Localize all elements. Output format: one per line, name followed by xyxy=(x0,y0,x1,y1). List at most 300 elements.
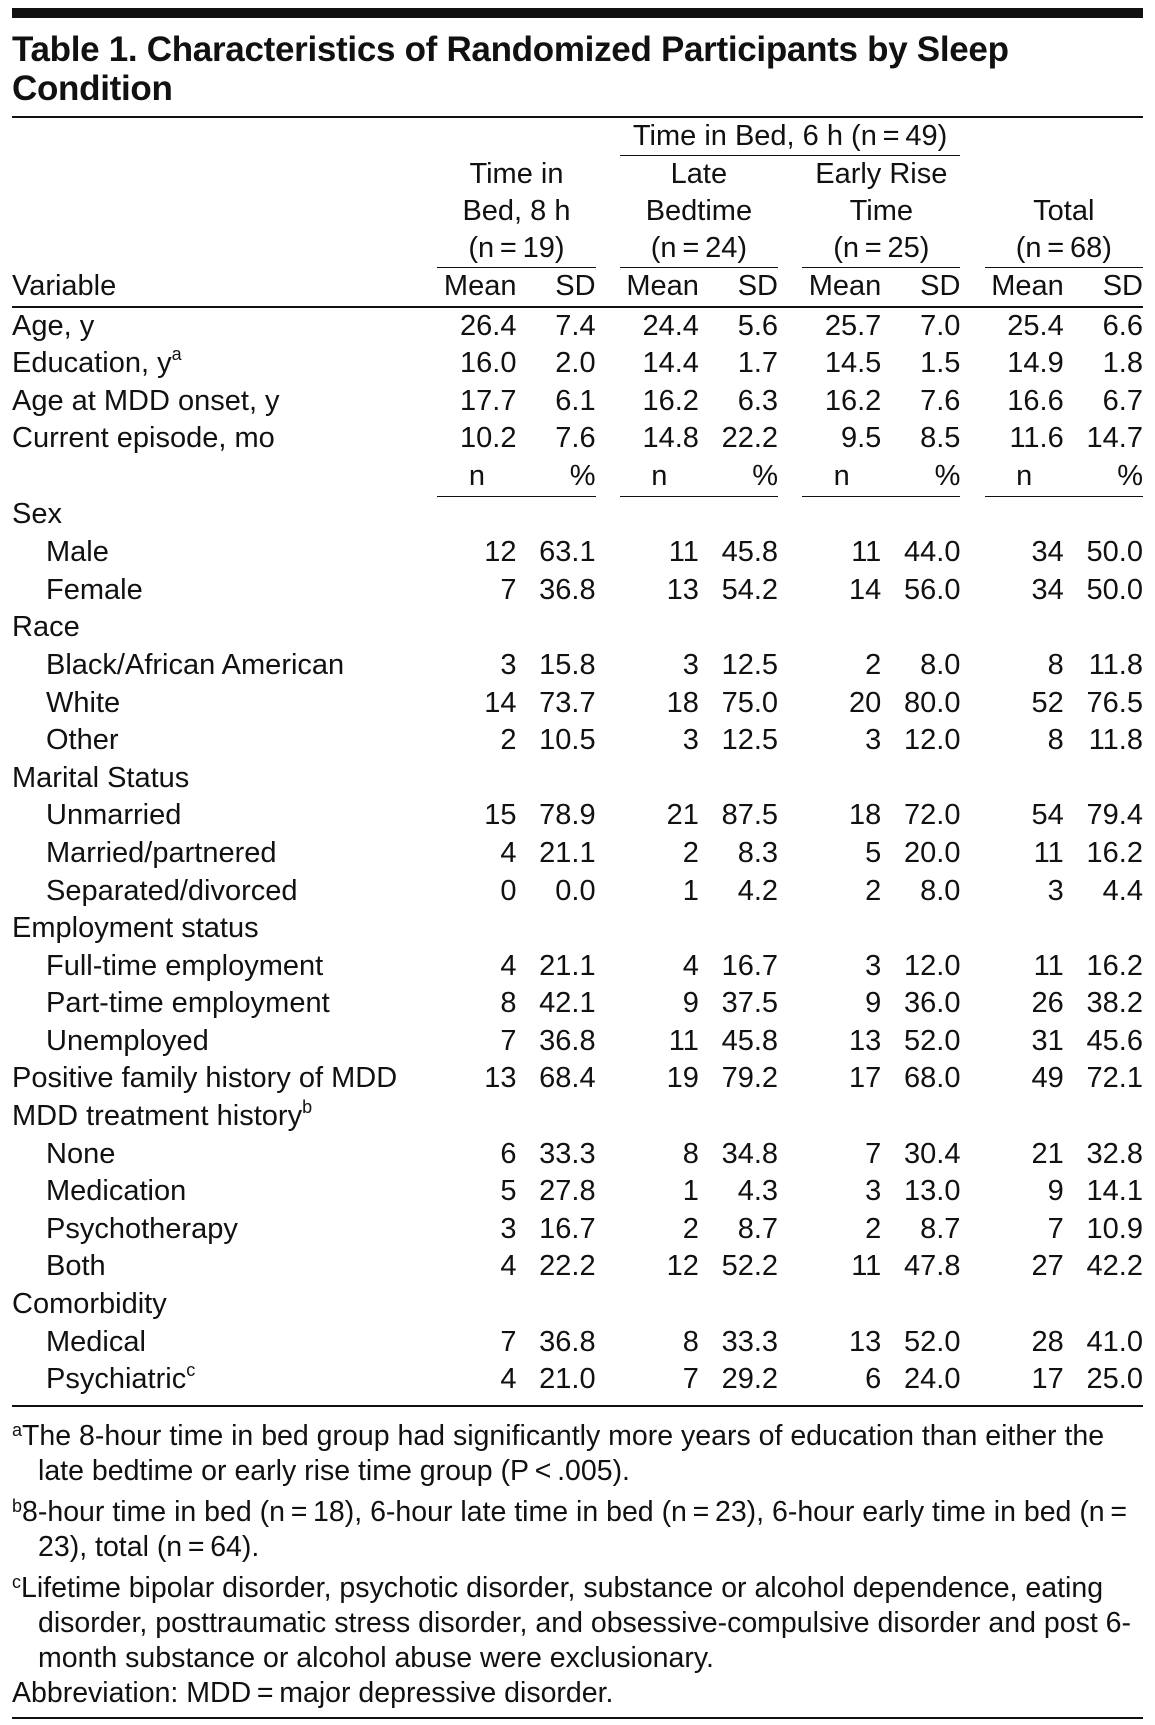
table-cell: 20.0 xyxy=(904,836,961,869)
row-label xyxy=(12,1136,430,1174)
table-cell: 11 xyxy=(1033,949,1064,982)
table-cell xyxy=(985,496,1064,534)
table-cell xyxy=(881,1098,960,1136)
table-cell: 33.3 xyxy=(539,1137,596,1170)
table-cell: 16.7 xyxy=(539,1212,596,1245)
table-cell: 11.8 xyxy=(1088,724,1143,757)
table-cell: 7.0 xyxy=(920,309,961,342)
table-cell: 68.0 xyxy=(904,1062,961,1095)
footnote-text: Abbreviation: MDD = major depressive disorder. xyxy=(12,1676,614,1709)
row-label xyxy=(12,873,430,911)
row-label xyxy=(12,534,430,572)
table-cell xyxy=(516,1098,595,1136)
table-cell: 2 xyxy=(865,648,882,681)
table-row xyxy=(12,1060,1143,1098)
row-label-text: Psychiatric xyxy=(46,1363,187,1396)
table-cell: 14.4 xyxy=(642,347,699,380)
table-cell: 50.0 xyxy=(1086,536,1143,569)
table-cell: 25.4 xyxy=(1007,309,1064,342)
sd-header: SD xyxy=(516,268,595,307)
table-cell: 73.7 xyxy=(539,686,596,719)
footnote xyxy=(12,1565,1143,1676)
row-label-text: Sex xyxy=(12,498,62,531)
group-late-n: (n = 24) xyxy=(620,230,778,268)
table-cell: 1.5 xyxy=(920,347,961,380)
table-cell: 5 xyxy=(500,1175,517,1208)
table-cell: 11 xyxy=(851,1250,882,1283)
table-title: Table 1. Characteristics of Randomized Participants by Sleep Condition xyxy=(12,30,1009,108)
table-cell: 17 xyxy=(1031,1363,1064,1396)
table-cell: 11 xyxy=(668,1024,699,1057)
footnote-mark: b xyxy=(12,1495,23,1516)
table-row xyxy=(12,345,1143,383)
table-cell: 12.0 xyxy=(904,724,961,757)
table-cell: 24.0 xyxy=(904,1363,961,1396)
table-cell: 21 xyxy=(1031,1137,1064,1170)
table-cell: 45.6 xyxy=(1086,1024,1143,1057)
table-cell: 21.1 xyxy=(539,836,596,869)
table-cell: 25.0 xyxy=(1086,1363,1143,1396)
table-cell: 42.1 xyxy=(539,987,596,1020)
footnote-text: The 8-hour time in bed group had significantly more years of education than either the late bedtime or early rise time group (P < .005). xyxy=(22,1419,1105,1487)
group-early-line2: Time xyxy=(849,195,913,227)
table-cell: 76.5 xyxy=(1086,686,1143,719)
row-label xyxy=(12,609,430,647)
table-cell: 37.5 xyxy=(721,987,779,1020)
table-cell: 20 xyxy=(849,686,882,719)
n-header: n xyxy=(437,458,516,496)
table-cell: 54.2 xyxy=(721,573,779,606)
row-label-text: Medication xyxy=(46,1175,187,1208)
variable-column-header: Variable xyxy=(12,268,430,307)
table-cell: 7.6 xyxy=(920,384,961,417)
row-label xyxy=(12,760,430,798)
table-cell: 17 xyxy=(849,1062,882,1095)
table-cell: 9 xyxy=(1047,1175,1064,1208)
table-cell: 87.5 xyxy=(721,799,779,832)
table-cell: 80.0 xyxy=(904,686,961,719)
table-cell: 13 xyxy=(849,1024,882,1057)
table-cell xyxy=(985,910,1064,948)
table-cell: 9 xyxy=(682,987,699,1020)
table-cell: 8.3 xyxy=(737,836,779,869)
table-cell: 34.8 xyxy=(721,1137,779,1170)
row-label-text: Age at MDD onset, y xyxy=(12,384,280,417)
row-label xyxy=(12,647,430,685)
table-cell: 34 xyxy=(1031,536,1064,569)
row-label-text: Other xyxy=(46,724,119,757)
table-cell xyxy=(985,609,1064,647)
table-cell: 6.1 xyxy=(555,384,596,417)
table-cell: 8 xyxy=(682,1137,699,1170)
table-cell: 14.7 xyxy=(1086,422,1143,455)
table-cell: 29.2 xyxy=(721,1363,779,1396)
table-cell xyxy=(802,1098,881,1136)
table-row xyxy=(12,948,1143,986)
table-cell: 1.7 xyxy=(737,347,779,380)
row-label-text: White xyxy=(46,686,121,719)
table-cell xyxy=(1064,760,1143,798)
row-label xyxy=(12,722,430,760)
row-label-text: None xyxy=(46,1137,116,1170)
table-row xyxy=(12,1324,1143,1362)
table-cell xyxy=(516,1286,595,1324)
row-label-text: Age, y xyxy=(12,309,95,342)
table-cell: 3 xyxy=(1047,874,1064,907)
table-cell: 7 xyxy=(500,573,517,606)
table-cell xyxy=(620,760,699,798)
table-cell: 12.5 xyxy=(721,724,779,757)
table-cell xyxy=(985,1286,1064,1324)
table-cell: 4.2 xyxy=(737,874,779,907)
row-label xyxy=(12,1023,430,1061)
table-cell: 4 xyxy=(500,1250,517,1283)
table-cell xyxy=(881,609,960,647)
table-cell: 6.6 xyxy=(1102,309,1143,342)
table-cell: 25.7 xyxy=(824,309,882,342)
row-label-text: Unmarried xyxy=(46,799,182,832)
row-label-text: MDD treatment history xyxy=(12,1100,303,1133)
table-cell: 18 xyxy=(666,686,699,719)
table-cell xyxy=(699,1098,778,1136)
table-row xyxy=(12,910,1143,948)
row-label-text: Full-time employment xyxy=(46,949,324,982)
table-cell: 7 xyxy=(500,1024,517,1057)
table-cell: 14.9 xyxy=(1007,347,1064,380)
row-label xyxy=(12,1173,430,1211)
table-cell: 21.0 xyxy=(539,1363,596,1396)
table-cell: 0.0 xyxy=(555,874,596,907)
row-label xyxy=(12,1098,430,1136)
data-table xyxy=(12,118,1143,1399)
table-cell: 30.4 xyxy=(904,1137,961,1170)
table-cell: 11 xyxy=(668,536,699,569)
group-early-line1: Early Rise xyxy=(815,158,948,190)
table-cell: 16.2 xyxy=(1086,836,1143,869)
table-cell: 14.8 xyxy=(642,422,699,455)
table-cell: 8 xyxy=(1047,724,1064,757)
table-cell: 13 xyxy=(849,1325,882,1358)
table-row xyxy=(12,383,1143,421)
pct-header: % xyxy=(516,458,595,496)
table-cell: 11 xyxy=(851,536,882,569)
row-label xyxy=(12,1211,430,1249)
table-cell: 34 xyxy=(1031,573,1064,606)
mean-header: Mean xyxy=(620,268,699,307)
table-cell: 9.5 xyxy=(840,422,882,455)
row-label-text: Education, y xyxy=(12,347,172,380)
row-label-text: Separated/divorced xyxy=(46,874,298,907)
row-label xyxy=(12,307,430,346)
table-cell xyxy=(437,496,516,534)
table-cell: 52.0 xyxy=(904,1024,961,1057)
categorical-rows xyxy=(12,496,1143,1399)
footnote-mark: c xyxy=(12,1571,21,1592)
table-cell: 2 xyxy=(682,1212,699,1245)
table-cell: 31 xyxy=(1031,1024,1064,1057)
table-cell xyxy=(881,760,960,798)
table-cell: 50.0 xyxy=(1086,573,1143,606)
table-cell xyxy=(699,496,778,534)
table-cell: 15.8 xyxy=(539,648,596,681)
row-label xyxy=(12,835,430,873)
table-cell: 16.0 xyxy=(460,347,517,380)
group-total-line2: Total xyxy=(1033,195,1095,227)
table-page xyxy=(12,0,1143,1719)
table-cell: 19 xyxy=(666,1062,699,1095)
table-cell: 63.1 xyxy=(539,536,596,569)
table-cell: 13 xyxy=(666,573,699,606)
table-cell: 12 xyxy=(484,536,517,569)
table-cell: 6 xyxy=(500,1137,517,1170)
group-late-line2: Bedtime xyxy=(645,195,753,227)
table-cell: 44.0 xyxy=(904,536,961,569)
table-cell xyxy=(1064,910,1143,948)
table-row xyxy=(12,1211,1143,1249)
table-cell xyxy=(699,760,778,798)
table-cell: 14.1 xyxy=(1086,1175,1143,1208)
table-cell: 45.8 xyxy=(721,536,779,569)
table-cell: 3 xyxy=(682,648,699,681)
row-label-text: Medical xyxy=(46,1325,146,1358)
footnote-marker: a xyxy=(171,344,182,365)
table-cell xyxy=(620,609,699,647)
row-label-text: Current episode, mo xyxy=(12,422,275,455)
table-cell: 49 xyxy=(1031,1062,1064,1095)
row-label xyxy=(12,797,430,835)
sd-header: SD xyxy=(699,268,778,307)
table-cell: 16.2 xyxy=(824,384,882,417)
pct-header: % xyxy=(1064,458,1143,496)
table-cell: 2 xyxy=(500,724,517,757)
row-label-text: Comorbidity xyxy=(12,1288,167,1321)
table-cell: 3 xyxy=(500,1212,517,1245)
table-cell: 7 xyxy=(865,1137,882,1170)
table-cell: 3 xyxy=(865,949,882,982)
table-row xyxy=(12,722,1143,760)
table-cell: 16.6 xyxy=(1007,384,1064,417)
table-cell: 2 xyxy=(865,1212,882,1245)
table-cell: 1.8 xyxy=(1102,347,1143,380)
mean-header: Mean xyxy=(802,268,881,307)
row-label xyxy=(12,420,430,458)
table-cell: 56.0 xyxy=(904,573,961,606)
table-cell: 6.3 xyxy=(737,384,779,417)
table-row xyxy=(12,420,1143,458)
table-row xyxy=(12,1248,1143,1286)
table-cell xyxy=(437,910,516,948)
table-cell xyxy=(620,910,699,948)
table-row xyxy=(12,1361,1143,1399)
table-cell: 36.8 xyxy=(539,1325,596,1358)
table-cell xyxy=(802,910,881,948)
row-label-text: Unemployed xyxy=(46,1024,209,1057)
table-cell xyxy=(516,760,595,798)
footnote-marker: b xyxy=(302,1097,313,1118)
table-cell xyxy=(1064,496,1143,534)
footnote-mark: a xyxy=(12,1419,23,1440)
table-cell xyxy=(516,910,595,948)
table-cell: 4 xyxy=(682,949,699,982)
table-cell: 8.5 xyxy=(920,422,961,455)
pct-header: % xyxy=(881,458,960,496)
table-row xyxy=(12,496,1143,534)
table-cell xyxy=(516,496,595,534)
table-cell: 26.4 xyxy=(460,309,517,342)
n-header: n xyxy=(620,458,699,496)
row-label-text: Positive family history of MDD xyxy=(12,1062,398,1095)
table-cell: 4.3 xyxy=(737,1175,779,1208)
table-cell: 16.7 xyxy=(721,949,779,982)
footnote xyxy=(12,1489,1143,1565)
table-cell: 8 xyxy=(1047,648,1064,681)
table-cell: 10.2 xyxy=(460,422,517,455)
table-cell: 45.8 xyxy=(721,1024,779,1057)
table-row xyxy=(12,1173,1143,1211)
row-label-text: Part-time employment xyxy=(46,987,330,1020)
table-row xyxy=(12,534,1143,572)
table-row xyxy=(12,1286,1143,1324)
table-cell xyxy=(620,1286,699,1324)
table-cell: 72.1 xyxy=(1086,1062,1143,1095)
row-label xyxy=(12,496,430,534)
table-cell xyxy=(802,1286,881,1324)
table-cell: 15 xyxy=(484,799,517,832)
table-cell xyxy=(881,1286,960,1324)
table-cell xyxy=(1064,609,1143,647)
table-cell: 3 xyxy=(500,648,517,681)
table-cell: 4 xyxy=(500,1363,517,1396)
table-cell: 7.6 xyxy=(555,422,596,455)
table-cell: 52.2 xyxy=(721,1250,779,1283)
row-label xyxy=(12,685,430,723)
table-row xyxy=(12,1136,1143,1174)
footnote xyxy=(12,1676,1143,1711)
mean-header: Mean xyxy=(437,268,516,307)
table-cell: 0 xyxy=(500,874,517,907)
table-cell: 18 xyxy=(849,799,882,832)
group-8h-line1: Time in xyxy=(469,157,564,190)
spanner-6h: Time in Bed, 6 h (n = 49) xyxy=(620,118,961,156)
table-cell: 32.8 xyxy=(1086,1137,1143,1170)
continuous-rows xyxy=(12,307,1143,458)
table-cell xyxy=(620,496,699,534)
row-label-text: Psychotherapy xyxy=(46,1212,238,1245)
row-label xyxy=(12,1324,430,1362)
footnotes xyxy=(12,1405,1143,1711)
table-cell: 79.4 xyxy=(1086,799,1143,832)
row-label xyxy=(12,1060,430,1098)
table-cell xyxy=(699,910,778,948)
group-early-n: (n = 25) xyxy=(802,230,960,268)
table-cell: 52 xyxy=(1031,686,1064,719)
table-cell xyxy=(437,1286,516,1324)
table-cell xyxy=(802,496,881,534)
table-cell: 52.0 xyxy=(904,1325,961,1358)
table-cell: 8.7 xyxy=(920,1212,961,1245)
table-cell: 16.2 xyxy=(642,384,699,417)
table-cell: 7 xyxy=(682,1363,699,1396)
table-cell: 5.6 xyxy=(737,309,779,342)
sd-header: SD xyxy=(881,268,960,307)
table-cell: 79.2 xyxy=(721,1062,779,1095)
footnote-text: 8-hour time in bed (n = 18), 6-hour late time in bed (n = 23), 6-hour early time in bed (n = 23), total (n = 64). xyxy=(22,1495,1133,1563)
table-cell: 10.5 xyxy=(539,724,596,757)
table-cell: 8 xyxy=(500,987,517,1020)
group-8h-n: (n = 19) xyxy=(437,230,595,268)
table-cell: 12.5 xyxy=(721,648,779,681)
table-row xyxy=(12,647,1143,685)
table-row xyxy=(12,873,1143,911)
table-cell: 6.7 xyxy=(1102,384,1143,417)
table-cell: 4 xyxy=(500,836,517,869)
table-cell: 14 xyxy=(849,573,882,606)
table-cell xyxy=(516,609,595,647)
table-row xyxy=(12,609,1143,647)
table-cell: 3 xyxy=(865,724,882,757)
footnote-text: Lifetime bipolar disorder, psychotic disorder, substance or alcohol dependence, eating disorder, posttraumatic stress disorder, and obsessive-compulsive disorder and post 6-month substance or alcohol abuse were exclusionary. xyxy=(21,1571,1132,1674)
group-8h-line2: Bed, 8 h xyxy=(462,195,571,227)
table-cell: 14.5 xyxy=(824,347,882,380)
table-cell: 27 xyxy=(1031,1250,1064,1283)
row-label-text: Male xyxy=(46,536,109,569)
table-cell xyxy=(881,496,960,534)
table-cell: 2 xyxy=(682,836,699,869)
row-label xyxy=(12,1248,430,1286)
table-cell: 72.0 xyxy=(904,799,961,832)
table-cell xyxy=(881,910,960,948)
n-header: n xyxy=(985,458,1064,496)
table-row xyxy=(12,572,1143,610)
row-label xyxy=(12,910,430,948)
table-cell: 14 xyxy=(484,686,517,719)
table-cell: 38.2 xyxy=(1086,987,1143,1020)
table-cell xyxy=(802,609,881,647)
row-label-text: Female xyxy=(46,573,143,606)
table-cell xyxy=(1064,1286,1143,1324)
table-cell: 42.2 xyxy=(1086,1250,1143,1283)
table-cell: 6 xyxy=(865,1363,882,1396)
table-cell: 2 xyxy=(865,874,882,907)
n-percent-header xyxy=(12,458,1143,496)
table-cell: 12 xyxy=(666,1250,699,1283)
footnote xyxy=(12,1413,1143,1489)
table-row xyxy=(12,685,1143,723)
mean-header: Mean xyxy=(985,268,1064,307)
table-row xyxy=(12,985,1143,1023)
row-label xyxy=(12,1361,430,1399)
row-label xyxy=(12,345,430,383)
table-header xyxy=(12,118,1143,307)
table-cell: 78.9 xyxy=(539,799,596,832)
row-label-text: Both xyxy=(46,1250,106,1283)
table-cell: 26 xyxy=(1031,987,1064,1020)
table-row xyxy=(12,307,1143,346)
table-cell: 36.8 xyxy=(539,1024,596,1057)
group-late-line1: Late xyxy=(670,158,728,190)
row-label xyxy=(12,985,430,1023)
table-cell: 3 xyxy=(865,1175,882,1208)
table-cell: 28 xyxy=(1031,1325,1064,1358)
table-cell: 11 xyxy=(1033,836,1064,869)
table-cell: 33.3 xyxy=(721,1325,779,1358)
table-cell xyxy=(985,1098,1064,1136)
footnote-marker: c xyxy=(186,1360,196,1381)
table-cell: 21 xyxy=(666,799,699,832)
table-cell xyxy=(437,1098,516,1136)
row-label xyxy=(12,572,430,610)
table-cell: 7.4 xyxy=(555,309,596,342)
